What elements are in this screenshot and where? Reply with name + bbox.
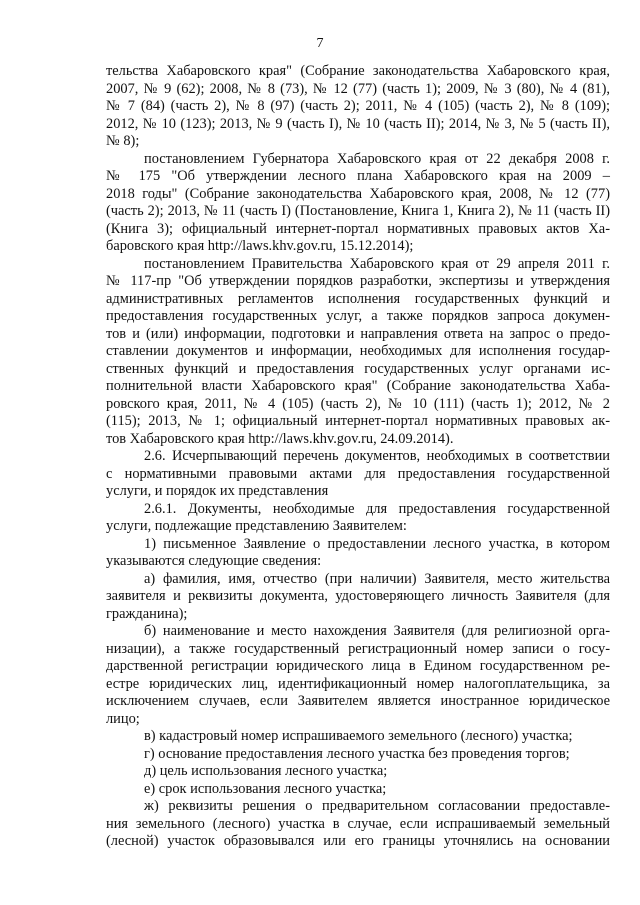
text-line: тов и (или) информации, подготовки и направления ответа на запрос о предо- — [106, 325, 610, 342]
text-line: № 117-пр "Об утверждении порядков разработки, экспертизы и утверждения — [106, 273, 610, 289]
text-line: а) фамилия, имя, отчество (при наличии) Заявителя, место жительства — [144, 570, 610, 587]
text-line: тельства Хабаровского края" (Собрание законодательства Хабаровского края, — [106, 63, 610, 79]
text-line: (часть 2); 2013, № 11 (часть I) (Постановление, Книга 1, Книга 2), № 11 (часть II) — [106, 203, 610, 219]
text-line: постановлением Правительства Хабаровского края от 29 апреля 2011 г. — [144, 255, 610, 272]
text-line: № 7 (84) (часть 2), № 8 (97) (часть 2); 2011, № 4 (105) (часть 2), № 8 (109); — [106, 98, 610, 114]
text-line: ж) реквизиты решения о предварительном согласовании предоставле- — [144, 798, 610, 814]
text-line: тов Хабаровского края http://laws.khv.gov.ru, 24.09.2014). — [106, 430, 454, 447]
text-line: исключением случаев, если Заявителем является иностранное юридическое — [106, 693, 610, 709]
text-line: 2018 годы" (Собрание законодательства Хабаровского края, 2008, № 12 (77) — [106, 185, 610, 202]
text-line: д) цель использования лесного участка; — [144, 763, 388, 779]
text-line: б) наименование и место нахождения Заявителя (для религиозной орга- — [144, 623, 610, 639]
text-line: постановлением Губернатора Хабаровского края от 22 декабря 2008 г. — [144, 150, 610, 167]
text-line: № 175 "Об утверждении лесного плана Хабаровского края на 2009 – — [106, 168, 610, 184]
text-line: 2012, № 10 (123); 2013, № 9 (часть I), № 10 (часть II); 2014, № 3, № 5 (часть II), — [106, 115, 610, 132]
page-number: 7 — [316, 36, 324, 51]
text-line: ровского края, 2011, № 4 (105) (часть 2), № 10 (111) (часть 1); 2012, № 2 — [106, 395, 610, 412]
text-line: баровского края http://laws.khv.gov.ru, 15.12.2014); — [106, 238, 414, 254]
body-text — [106, 63, 610, 851]
text-line: услуги, и порядок их представления — [106, 483, 329, 499]
text-line: 1) письменное Заявление о предоставлении лесного участка, в котором — [144, 535, 610, 552]
text-line: услуги, подлежащие представлению Заявителем: — [106, 518, 407, 534]
text-line: с нормативными правовыми актами для предоставления государственной — [106, 465, 610, 482]
text-line: (115); 2013, № 1; официальный интернет-портал нормативных правовых ак- — [106, 413, 610, 429]
text-line: в) кадастровый номер испрашиваемого земельного (лесного) участка; — [144, 728, 573, 744]
text-line: ственных функций и предоставления государственных услуг органами ис- — [106, 360, 610, 377]
text-line: е) срок использования лесного участка; — [144, 780, 387, 797]
text-line: г) основание предоставления лесного участка без проведения торгов; — [144, 745, 570, 762]
text-line: низации), а также государственный регистрационный номер записи о госу- — [106, 640, 610, 657]
text-line: дарственной регистрации юридического лица в Едином государственном ре- — [106, 658, 610, 674]
text-line: гражданина); — [106, 605, 188, 622]
text-line: заявителя и реквизиты документа, удостоверяющего личность Заявителя (для — [106, 588, 610, 604]
text-line: 2.6.1. Документы, необходимые для предоставления государственной — [144, 500, 610, 517]
text-line: указываются следующие сведения: — [106, 553, 322, 569]
text-line: № 8); — [106, 133, 140, 149]
text-line: (лесной) участок образовывался или его границы уточнялись на основании — [106, 833, 610, 849]
text-line: 2.6. Исчерпывающий перечень документов, необходимых в соответствии — [144, 448, 610, 464]
text-line: ставлении документов и информации, необходимых для исполнения государ- — [106, 343, 610, 359]
text-line: предоставления государственных услуг, а также порядков запроса докумен- — [106, 308, 610, 324]
text-line: естре юридических лиц, идентификационный номер налогоплательщика, за — [106, 675, 610, 692]
text-line: лицо; — [106, 710, 140, 727]
text-line: (Книга 3); официальный интернет-портал нормативных правовых актов Ха- — [106, 220, 610, 237]
text-line: 2007, № 9 (62); 2008, № 8 (73), № 12 (77) (часть 1); 2009, № 3 (80), № 4 (81), — [106, 80, 610, 97]
text-line: административных регламентов исполнения государственных функций и — [106, 290, 610, 307]
text-line: полнительной власти Хабаровского края" (Собрание законодательства Хаба- — [106, 378, 610, 394]
text-line: ния земельного (лесного) участка в случае, если испрашиваемый земельный — [106, 815, 610, 832]
